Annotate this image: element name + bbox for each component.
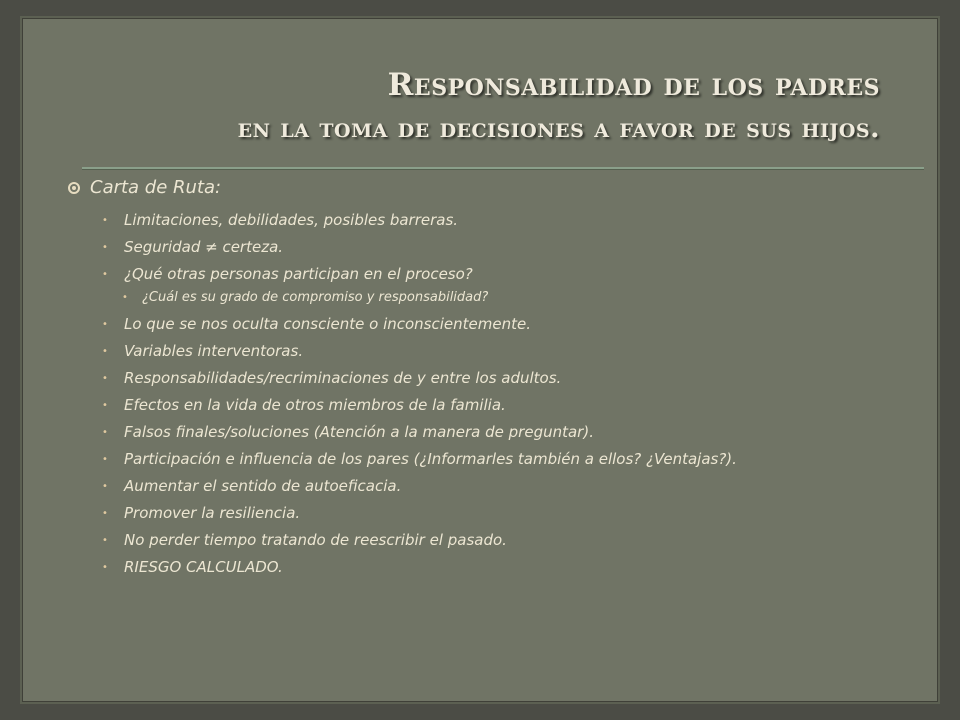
bullet-icon: • (102, 373, 108, 384)
list-item-text: Participación e influencia de los pares (¿Informarles también a ellos? ¿Ventajas?). (124, 450, 737, 468)
bullet-list (68, 211, 858, 577)
list-item-text: Falsos finales/soluciones (Atención a la manera de preguntar). (124, 423, 594, 441)
title-line-2: en la toma de decisiones a favor de sus hijos. (237, 113, 880, 144)
list-item (92, 315, 858, 334)
list-item-text: Limitaciones, debilidades, posibles barreras. (124, 211, 459, 229)
list-item-text: Lo que se nos oculta consciente o inconscientemente. (124, 315, 531, 333)
level1-label: Carta de Ruta: (90, 177, 222, 198)
list-item (92, 558, 858, 577)
bullet-icon: • (102, 269, 108, 280)
list-item (92, 211, 858, 230)
list-item-text: ¿Qué otras personas participan en el proceso? (124, 265, 473, 283)
title-divider (82, 167, 924, 170)
slide-title (60, 63, 880, 151)
bullet-icon: • (102, 481, 108, 492)
list-item (92, 423, 858, 442)
bullet-icon: • (102, 427, 108, 438)
list-item-text: Seguridad ≠ certeza. (124, 238, 284, 256)
list-item-text: ¿Cuál es su grado de compromiso y responsabilidad? (142, 290, 489, 305)
list-item-text: Promover la resiliencia. (124, 504, 301, 522)
bullet-icon: • (102, 346, 108, 357)
list-item (92, 342, 858, 361)
list-item (92, 238, 858, 257)
list-item-text: Aumentar el sentido de autoeficacia. (124, 477, 402, 495)
bullet-icon: • (102, 242, 108, 253)
list-item (92, 450, 858, 469)
sub-list-item (112, 289, 858, 306)
bullet-icon: • (102, 319, 108, 330)
list-item-text: Efectos en la vida de otros miembros de la familia. (124, 396, 506, 414)
level1-item (68, 175, 858, 201)
bullet-icon: • (102, 454, 108, 465)
list-item (92, 504, 858, 523)
bullet-icon: • (102, 508, 108, 519)
bullet-icon: • (102, 562, 108, 573)
bullet-icon: • (102, 400, 108, 411)
circled-dot-icon (68, 182, 80, 194)
slide-content (68, 175, 858, 585)
bullet-icon: • (102, 215, 108, 226)
list-item (92, 369, 858, 388)
bullet-icon: • (102, 535, 108, 546)
list-item (92, 531, 858, 550)
list-item-text: RIESGO CALCULADO. (124, 558, 283, 576)
list-item-text: No perder tiempo tratando de reescribir el pasado. (124, 531, 507, 549)
list-item-text: Variables interventoras. (124, 342, 304, 360)
list-item-text: Responsabilidades/recriminaciones de y entre los adultos. (124, 369, 562, 387)
list-item (92, 477, 858, 496)
title-line-1: Responsabilidad de los padres (387, 67, 880, 103)
list-item (92, 396, 858, 415)
list-item (92, 265, 858, 284)
bullet-icon: • (122, 292, 128, 303)
